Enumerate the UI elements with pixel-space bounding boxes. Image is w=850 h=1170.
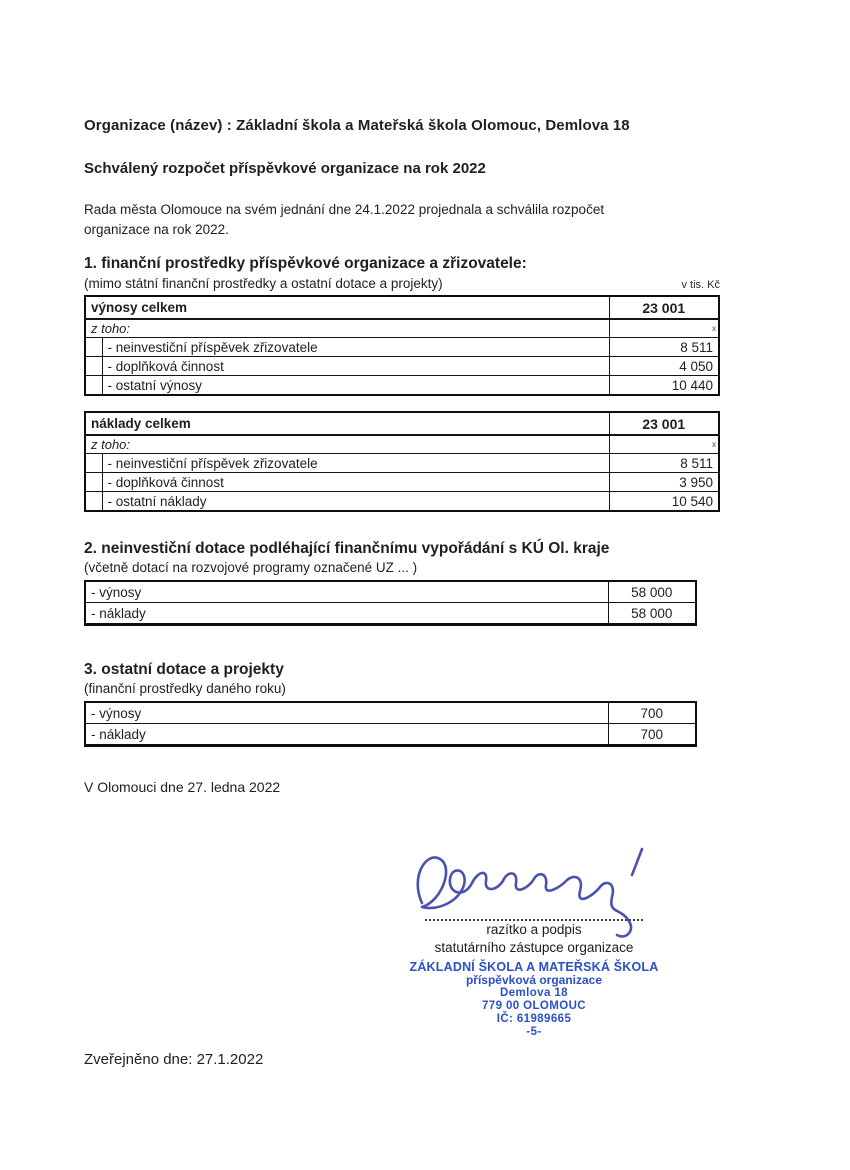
unit-label: v tis. Kč	[681, 279, 720, 291]
stamp-line: 779 00 OLOMOUC	[481, 1000, 587, 1012]
stamp-line: -5-	[526, 1026, 542, 1038]
row-value: 58 000	[608, 581, 696, 603]
row-label: - neinvestiční příspěvek zřizovatele	[102, 454, 609, 473]
row-label: - ostatní výnosy	[102, 376, 609, 396]
signature-area	[384, 847, 684, 919]
section-1-subheader-row	[84, 275, 720, 293]
row-value: 8 511	[609, 338, 719, 357]
row-label: - výnosy	[85, 702, 608, 724]
row-value: 58 000	[608, 603, 696, 625]
table-row	[85, 357, 719, 376]
stamp-line: příspěvková organizace	[465, 973, 603, 987]
row-label: - náklady	[85, 724, 608, 746]
row-value: 700	[608, 724, 696, 746]
table-row	[85, 473, 719, 492]
row-label: - doplňková činnost	[102, 357, 609, 376]
table-row	[85, 412, 719, 435]
row-value: 10 540	[609, 492, 719, 512]
costs-total-value: 23 001	[609, 412, 719, 435]
signature-caption-2: statutárního zástupce organizace	[434, 940, 634, 955]
indent-cell	[85, 473, 102, 492]
table-row	[85, 581, 696, 603]
indent-cell	[85, 338, 102, 357]
table-row	[85, 603, 696, 625]
table-row	[85, 492, 719, 512]
section-3-heading: 3. ostatní dotace a projekty	[84, 661, 284, 678]
indent-cell	[85, 492, 102, 512]
intro-paragraph	[84, 200, 720, 240]
handwritten-signature	[406, 841, 656, 945]
row-value: 4 050	[609, 357, 719, 376]
of-which-label: z toho:	[85, 319, 609, 338]
intro-line-1: Rada města Olomouce na svém jednání dne 24.1.2022 projednala a schválila rozpočet	[84, 202, 605, 217]
published-line: Zveřejněno dne: 27.1.2022	[84, 1051, 264, 1068]
row-label: - náklady	[85, 603, 608, 625]
section-1-subheading: (mimo státní finanční prostředky a ostatní dotace a projekty)	[84, 276, 443, 291]
revenues-total-value: 23 001	[609, 296, 719, 319]
table-row	[85, 435, 719, 454]
indent-cell	[85, 454, 102, 473]
stamp-line: ZÁKLADNÍ ŠKOLA A MATEŘSKÁ ŠKOLA	[409, 960, 659, 974]
section-3-table	[84, 701, 697, 747]
table-row	[85, 338, 719, 357]
intro-line-2: organizace na rok 2022.	[84, 222, 229, 237]
row-value: 10 440	[609, 376, 719, 396]
table-row	[85, 296, 719, 319]
row-label: - doplňková činnost	[102, 473, 609, 492]
signature-caption-1: razítko a podpis	[486, 922, 582, 937]
section-2-table	[84, 580, 697, 626]
of-which-label: z toho:	[85, 435, 609, 454]
row-value: 8 511	[609, 454, 719, 473]
indent-cell	[85, 376, 102, 396]
revenues-total-label: výnosy celkem	[85, 296, 609, 319]
revenues-table	[84, 295, 720, 396]
costs-total-label: náklady celkem	[85, 412, 609, 435]
row-value: 700	[608, 702, 696, 724]
stamp-line: Demlova 18	[500, 987, 568, 999]
section-1-heading: 1. finanční prostředky příspěvkové organizace a zřizovatele:	[84, 255, 527, 272]
section-3-subheading: (finanční prostředky daného roku)	[84, 681, 286, 696]
place-date-line: V Olomouci dne 27. ledna 2022	[84, 779, 281, 795]
row-label: - ostatní náklady	[102, 492, 609, 512]
signature-block	[384, 847, 684, 1039]
table-row	[85, 724, 696, 746]
row-label: - výnosy	[85, 581, 608, 603]
table-row	[85, 702, 696, 724]
document-title: Schválený rozpočet příspěvkové organizace na rok 2022	[84, 160, 486, 177]
org-name-line: Organizace (název) : Základní škola a Mateřská škola Olomouc, Demlova 18	[84, 117, 630, 134]
indent-cell	[85, 357, 102, 376]
of-which-value: x	[609, 319, 719, 338]
stamp-line: IČ: 61989665	[496, 1013, 572, 1025]
table-row	[85, 454, 719, 473]
section-2-heading: 2. neinvestiční dotace podléhající finančnímu vypořádání s KÚ Ol. kraje	[84, 540, 610, 557]
costs-table	[84, 411, 720, 512]
row-value: 3 950	[609, 473, 719, 492]
of-which-value: x	[609, 435, 719, 454]
table-row	[85, 376, 719, 396]
table-row	[85, 319, 719, 338]
section-2-subheading: (včetně dotací na rozvojové programy označené UZ ... )	[84, 560, 418, 575]
organization-stamp	[384, 960, 684, 1039]
row-label: - neinvestiční příspěvek zřizovatele	[102, 338, 609, 357]
